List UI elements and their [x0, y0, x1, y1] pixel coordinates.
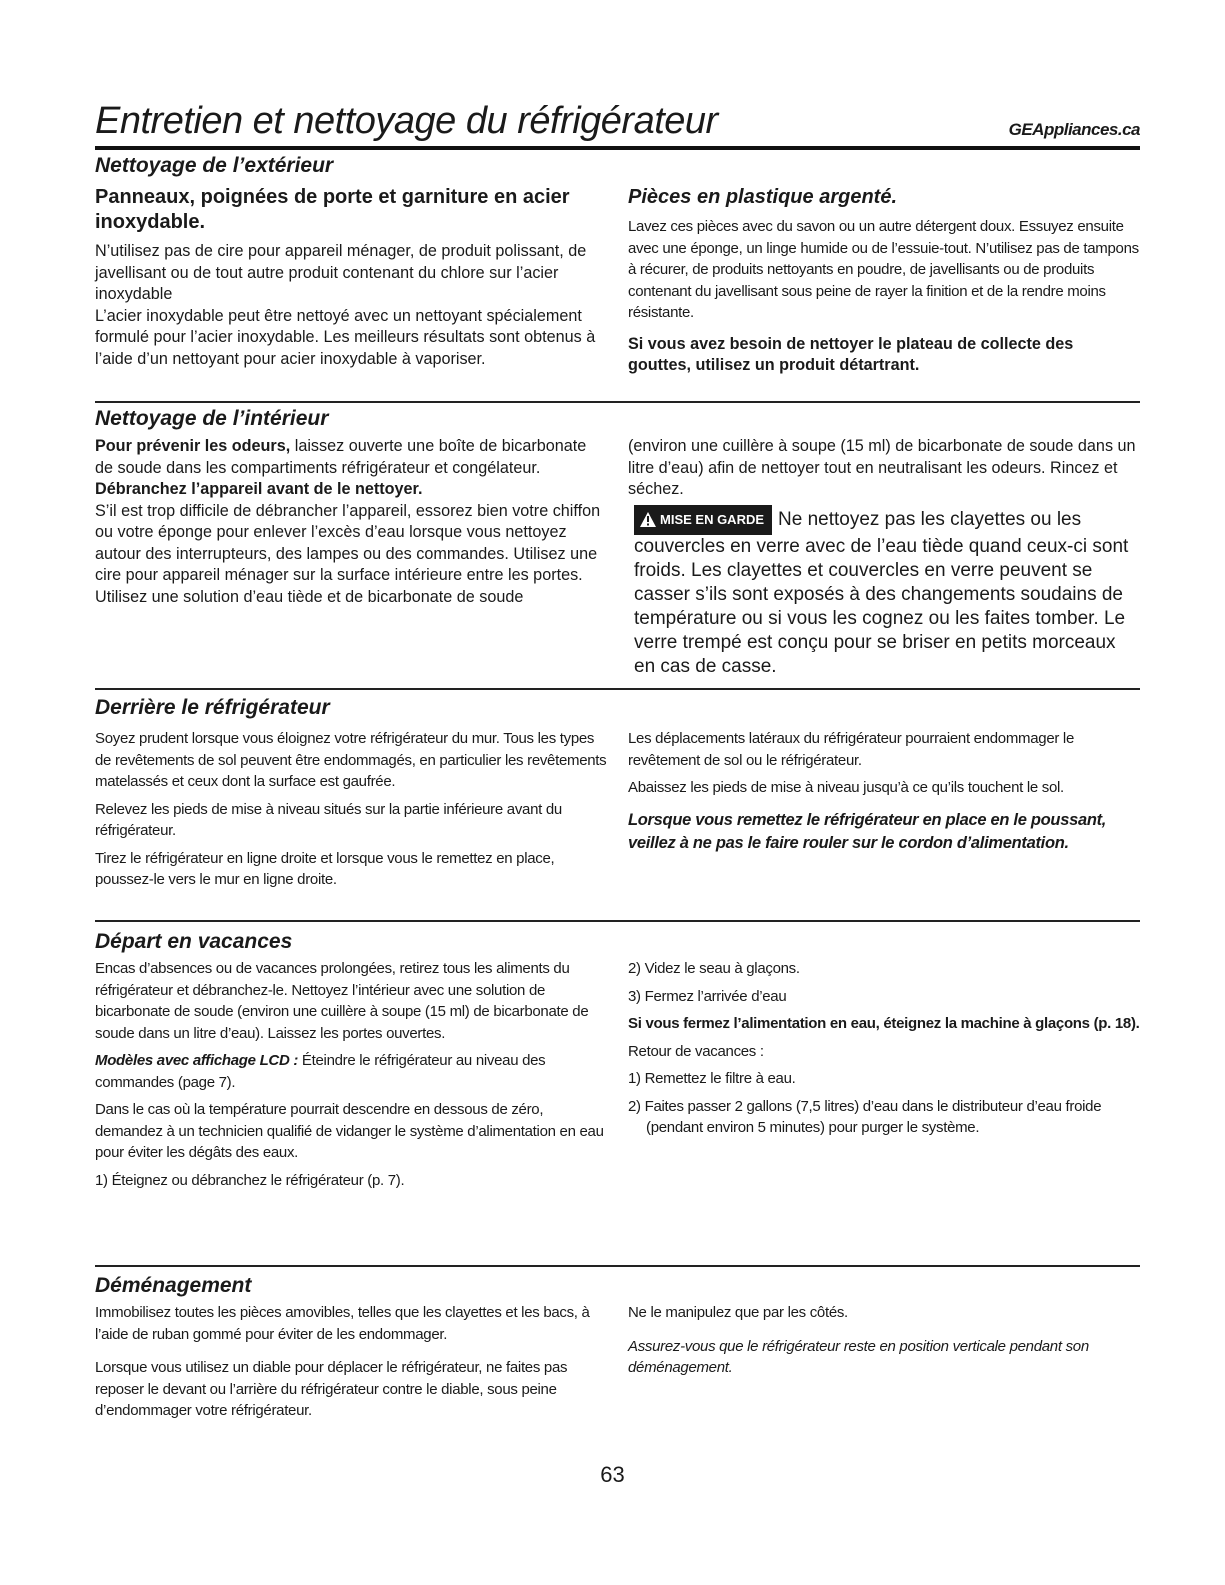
- website-label: GEAppliances.ca: [1008, 120, 1140, 139]
- page-title: Entretien et nettoyage du réfrigérateur: [95, 100, 718, 142]
- vacation-step: 2) Faites passer 2 gallons (7,5 litres) d’eau dans le distributeur d’eau froide (pendant environ 5 minutes) pour purger le système.: [628, 1097, 1102, 1136]
- exterior-left-subheading: Panneaux, poignées de porte et garniture en acier inoxydable.: [95, 186, 570, 233]
- interior-left-paragraph: Utilisez une solution d’eau tiède et de bicarbonate de soude: [95, 587, 524, 606]
- caution-text: Ne nettoyez pas les clayettes ou les couvercles en verre avec de l’eau tiède quand ceux-ci sont froids. Les clayettes et couvercles en verre peuvent se casser s’ils sont exposés à des changements soudains de température ou si vous les cognez ou les faites tomber. Le verre trempé est conçu pour se briser en petits morceaux en cas de casse.: [634, 508, 1129, 677]
- caution-notice: [634, 505, 1140, 679]
- interior-odor-lead: Pour prévenir les odeurs,: [95, 437, 291, 455]
- vacation-left-column: [95, 958, 610, 1197]
- section-rule: [95, 688, 1140, 690]
- warning-icon: [640, 512, 656, 527]
- section-heading-vacation: Départ en vacances: [95, 930, 293, 953]
- section-heading-interior: Nettoyage de l’intérieur: [95, 407, 329, 430]
- exterior-left-paragraph: N’utilisez pas de cire pour appareil ménager, de produit polissant, de javellisant ou de tout autre produit contenant du chlore sur l’acier inoxydable: [95, 242, 587, 303]
- interior-right-paragraph: (environ une cuillère à soupe (15 ml) de bicarbonate de soude dans un litre d’eau) afin de nettoyer tout en neutralisant les odeurs. Rincez et séchez.: [628, 437, 1136, 498]
- section-heading-behind: Derrière le réfrigérateur: [95, 696, 330, 719]
- interior-left-paragraph: S’il est trop difficile de débrancher l’appareil, essorez bien votre chiffon ou votre éponge pour enlever l’excès d’eau lorsque vous nettoyez autour des interrupteurs, des lampes ou des commandes. Utilisez une cire pour appareil ménager sur la surface intérieure entre les portes.: [95, 501, 601, 584]
- interior-unplug-note: Débranchez l’appareil avant de le nettoyer.: [95, 480, 423, 498]
- behind-left-paragraph: Tirez le réfrigérateur en ligne droite et lorsque vous le remettez en place, poussez-le vers le mur en ligne droite.: [95, 849, 555, 888]
- vacation-step: 1) Remettez le filtre à eau.: [628, 1070, 796, 1087]
- interior-odor-text: laissez ouverte une boîte de bicarbonate de soude dans les compartiments réfrigérateur et congélateur.: [95, 437, 587, 477]
- moving-left-paragraph: Immobilisez toutes les pièces amovibles, telles que les clayettes et les bacs, à l’aide de ruban gommé pour éviter de les endommager.: [95, 1304, 590, 1343]
- section-rule: [95, 1265, 1140, 1267]
- section-rule: [95, 401, 1140, 403]
- header-rule: [95, 146, 1140, 150]
- exterior-left-paragraph: L’acier inoxydable peut être nettoyé avec un nettoyant spécialement formulé pour l’acier inoxydable. Les meilleurs résultats sont obtenus à l’aide d’un nettoyant pour acier inoxydable à vaporiser.: [95, 306, 596, 368]
- vacation-step: 3) Fermez l’arrivée d’eau: [628, 987, 787, 1005]
- behind-right-paragraph: Les déplacements latéraux du réfrigérateur pourraient endommager le revêtement de sol ou le réfrigérateur.: [628, 730, 1074, 769]
- exterior-right-subheading: Pièces en plastique argenté.: [628, 186, 897, 208]
- behind-right-paragraph: Abaissez les pieds de mise à niveau jusqu’à ce qu’ils touchent le sol.: [628, 779, 1064, 796]
- exterior-right-paragraph: Lavez ces pièces avec du savon ou un autre détergent doux. Essuyez ensuite avec une éponge, un linge humide ou de l’essuie-tout. N’utilisez pas de tampons à récurer, de produits nettoyants en poudre, de javellisants ou de produits contenant du javellisant sous peine de rayer la finition et de la rendre moins résistante.: [628, 218, 1139, 321]
- moving-right-paragraph: Ne le manipulez que par les côtés.: [628, 1304, 848, 1321]
- behind-left-column: [95, 728, 610, 897]
- interior-left-column: [95, 436, 605, 608]
- vacation-ice-note: Si vous fermez l’alimentation en eau, éteignez la machine à glaçons (p. 18).: [628, 1015, 1140, 1032]
- interior-left-paragraph: [95, 436, 605, 479]
- moving-right-note: Assurez-vous que le réfrigérateur reste en position verticale pendant son déménagement.: [628, 1337, 1089, 1376]
- caution-badge: [634, 505, 772, 535]
- moving-right-column: [628, 1302, 1140, 1385]
- vacation-step: 2) Videz le seau à glaçons.: [628, 960, 800, 977]
- behind-warning-note: Lorsque vous remettez le réfrigérateur en place en le poussant, veillez à ne pas le faire rouler sur le cordon d’alimentation.: [628, 810, 1107, 852]
- vacation-left-paragraph: [95, 1050, 610, 1093]
- vacation-lcd-text: Éteindre le réfrigérateur au niveau des commandes (page 7).: [95, 1052, 546, 1091]
- interior-right-column: [628, 436, 1140, 679]
- vacation-step: 1) Éteignez ou débranchez le réfrigérateur (p. 7).: [95, 1171, 405, 1189]
- vacation-left-paragraph: Dans le cas où la température pourrait descendre en dessous de zéro, demandez à un technicien qualifié de vidanger le système d’alimentation en eau pour éviter les dégâts des eaux.: [95, 1101, 604, 1161]
- exterior-left-column: [95, 185, 605, 376]
- vacation-lcd-lead: Modèles avec affichage LCD :: [95, 1052, 299, 1069]
- section-heading-moving: Déménagement: [95, 1274, 252, 1297]
- behind-left-paragraph: Relevez les pieds de mise à niveau situés sur la partie inférieure avant du réfrigérateur.: [95, 800, 562, 839]
- page-number: 63: [600, 1462, 625, 1487]
- vacation-left-paragraph: Encas d’absences ou de vacances prolongées, retirez tous les aliments du réfrigérateur et débranchez-le. Nettoyez l’intérieur avec une solution de bicarbonate de soude (environ une cuillère à soupe (15 ml) de bicarbonate de soude dans un litre d’eau). Laissez les portes ouvertes.: [95, 960, 589, 1042]
- caution-label: MISE EN GARDE: [660, 511, 765, 527]
- section-rule: [95, 920, 1140, 922]
- vacation-return-label: Retour de vacances :: [628, 1042, 764, 1060]
- vacation-right-column: [628, 958, 1140, 1145]
- exterior-right-note: Si vous avez besoin de nettoyer le plateau de collecte des gouttes, utilisez un produit détartrant.: [628, 334, 1074, 374]
- section-heading-exterior: Nettoyage de l’extérieur: [95, 154, 334, 177]
- exterior-right-column: [628, 185, 1140, 383]
- behind-left-paragraph: Soyez prudent lorsque vous éloignez votre réfrigérateur du mur. Tous les types de revêtements de sol peuvent être endommagés, en particulier les revêtements matelassés et ceux dont la surface est gaufrée.: [95, 730, 607, 790]
- moving-left-column: [95, 1302, 610, 1428]
- moving-left-paragraph: Lorsque vous utilisez un diable pour déplacer le réfrigérateur, ne faites pas reposer le devant ou l’arrière du réfrigérateur contre le diable, sous peine d’endommager votre réfrigérateur.: [95, 1359, 568, 1419]
- behind-right-column: [628, 728, 1140, 861]
